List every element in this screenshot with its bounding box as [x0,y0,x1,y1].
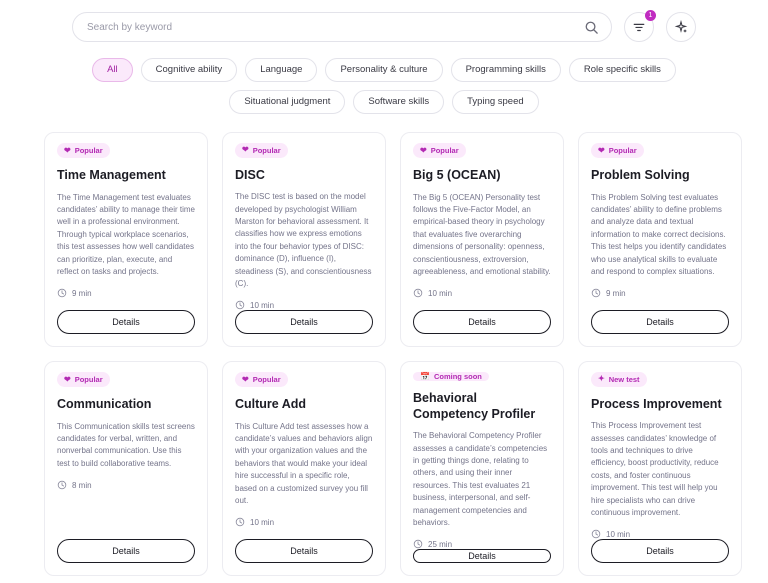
card-description: This Problem Solving test evaluates candidates’ ability to define problems and analyze data and textual information to make correct decisions. This test helps you identify candidates who use analytical skills to evaluate and respond to complex situations. [591,192,727,276]
magic-button[interactable] [666,12,696,42]
card-duration-label: 8 min [72,480,92,490]
card-duration [57,288,195,298]
status-badge [235,372,288,387]
heart-icon: ❤ [242,374,249,384]
clock-icon [235,517,245,527]
card-title: DISC [235,167,265,182]
card-duration-label: 9 min [606,288,626,298]
card-duration-label: 25 min [428,539,453,549]
search-icon[interactable] [584,20,599,35]
status-badge-label: New test [608,374,640,384]
card-description: The Behavioral Competency Profiler assesses a candidate’s competencies in getting things done, relating to others, and using their inner resources. This test evaluates 21 business, interpersonal, and self-management competencies and behaviors. [413,431,548,527]
card-duration [413,288,551,298]
card-title: Big 5 (OCEAN) [413,168,501,182]
details-button[interactable]: Details [235,539,373,563]
card-duration-label: 10 min [606,529,631,539]
clock-icon [591,529,601,539]
filter-icon [632,20,646,34]
status-badge [413,372,489,381]
test-card[interactable] [44,132,208,347]
card-duration [591,288,729,298]
status-badge-label: Popular [252,145,281,155]
filter-chip-personality-culture[interactable]: Personality & culture [325,58,442,82]
card-duration [413,539,551,549]
clock-icon [57,288,67,298]
filter-chip-situational-judgment[interactable]: Situational judgment [229,90,345,114]
card-description: The DISC test is based on the model developed by psychologist William Marston for behavioral assessment. It classifies how we express emotions into the four behavior types of DISC: dominance (D), influence (I), steadiness (S), and conscientiousness (C). [235,192,372,289]
status-badge-label: Popular [430,146,459,155]
card-description: The Big 5 (OCEAN) Personality test follows the Five-Factor Model, an empirical-based theory in psychology that evaluates five overarching dimensions of personality: openness, conscientiousness, extroversion, agreeableness, and emotional stability. [413,192,551,276]
filter-chip-programming-skills[interactable]: Programming skills [451,58,561,82]
heart-icon: ❤ [242,145,249,155]
test-card[interactable] [578,132,742,347]
card-title: Culture Add [235,397,307,411]
search-toolbar [0,0,768,42]
card-duration [591,529,729,539]
card-duration-label: 10 min [428,288,453,298]
test-card[interactable] [578,361,742,576]
clock-icon [235,300,245,310]
details-button[interactable]: Details [591,539,729,563]
filter-chip-typing-speed[interactable]: Typing speed [452,90,539,114]
details-button[interactable]: Details [591,310,729,334]
status-badge [57,372,110,387]
filter-chip-software-skills[interactable]: Software skills [353,90,444,114]
card-title: Time Management [57,168,166,182]
status-badge [235,143,288,158]
clock-icon [591,288,601,298]
status-badge [413,143,466,158]
test-card[interactable] [222,361,386,576]
card-duration [235,300,373,310]
test-card[interactable] [400,361,564,576]
card-title: Process Improvement [591,396,722,411]
filter-badge: 1 [645,10,656,21]
status-badge-label: Popular [252,375,281,384]
filter-button[interactable] [624,12,654,42]
search-box[interactable] [72,12,612,42]
status-badge-label: Popular [74,146,103,155]
card-title: Problem Solving [591,168,690,182]
card-description: The Time Management test evaluates candidates’ ability to manage their time well in a professional environment. Through typical workplace scenarios, this test assesses how well candidates can prioritize, plan, execute, and reflect on tasks and projects. [57,192,195,276]
heart-icon: ❤ [420,145,427,155]
filter-chip-language[interactable]: Language [245,58,317,82]
card-duration-label: 9 min [72,288,92,298]
card-duration-label: 10 min [250,517,275,527]
details-button[interactable]: Details [413,310,551,334]
card-duration [57,480,195,490]
heart-icon: ❤ [64,145,71,155]
details-button[interactable]: Details [413,549,551,563]
test-card[interactable] [400,132,564,347]
status-badge [57,143,110,158]
filter-chip-cognitive-ability[interactable]: Cognitive ability [141,58,238,82]
test-card[interactable] [222,132,386,347]
card-duration [235,517,373,527]
test-card-grid [0,114,768,576]
card-title: Behavioral Competency Profiler [413,391,536,421]
status-badge-label: Popular [74,375,103,384]
status-badge-label: Popular [608,146,637,155]
calendar-icon: 📅 [420,371,430,381]
sparkle-icon: ✦ [598,374,605,384]
details-button[interactable]: Details [235,310,373,334]
card-duration-label: 10 min [250,300,275,310]
details-button[interactable]: Details [57,310,195,334]
heart-icon: ❤ [64,374,71,384]
card-description: This Process Improvement test assesses candidates’ knowledge of tools and techniques to drive efficiency, boost productivity, reduce costs, and foster continuous improvement. This test will help you hire specialists who can drive continuous improvement. [591,421,719,518]
clock-icon [413,288,423,298]
card-description: This Communication skills test screens candidates for verbal, written, and nonverbal communication. Use this test to build collaborative teams. [57,421,195,468]
details-button[interactable]: Details [57,539,195,563]
status-badge-label: Coming soon [433,372,482,381]
status-badge [591,372,647,387]
filter-chip-role-specific-skills[interactable]: Role specific skills [569,58,676,82]
card-title: Communication [57,397,152,411]
clock-icon [57,480,67,490]
card-description: This Culture Add test assesses how a candidate’s values and behaviors align with your organization values and the behaviors that would make your ideal hire successful in a specific role, based on a customized survey you fill out. [235,421,373,505]
filter-chip-all[interactable]: All [92,58,133,82]
search-input[interactable] [73,14,553,40]
clock-icon [413,539,423,549]
status-badge [591,143,644,158]
test-card[interactable] [44,361,208,576]
sparkle-icon [674,20,688,34]
heart-icon: ❤ [598,145,605,155]
filter-chip-list [60,58,708,114]
